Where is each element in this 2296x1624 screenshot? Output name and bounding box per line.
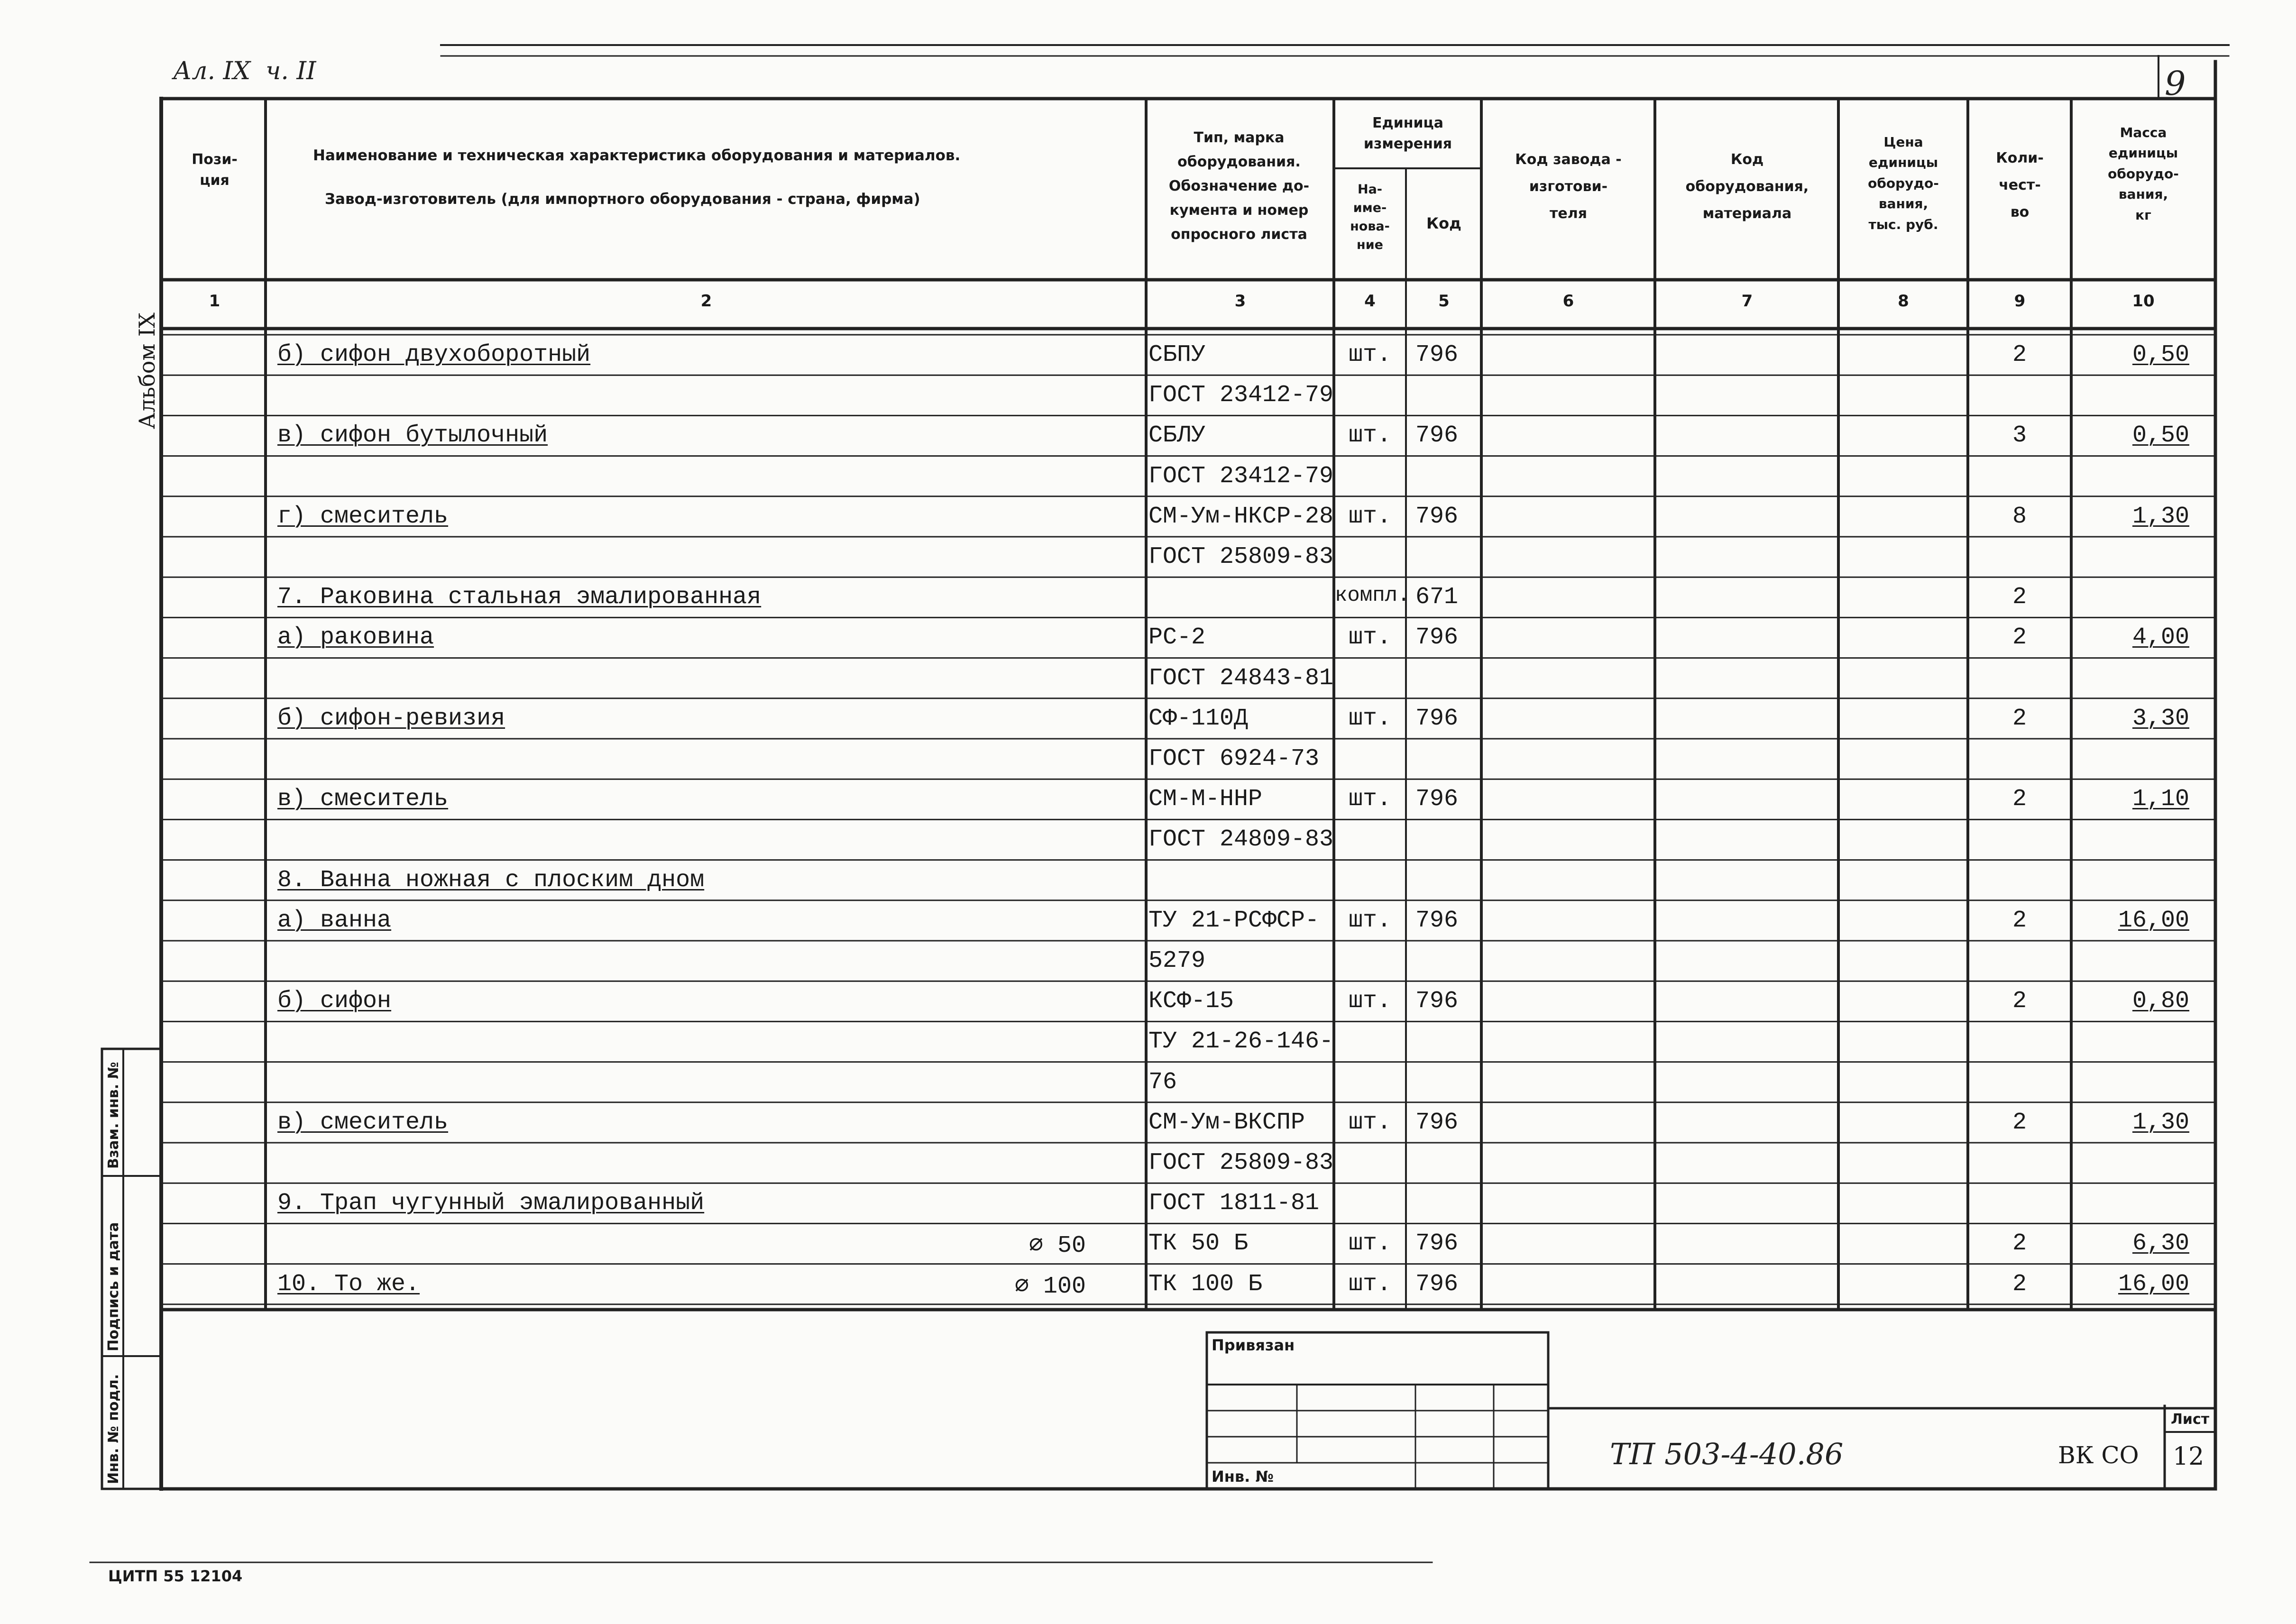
row-type-mark: РС-2 <box>1148 624 1206 651</box>
row-item-name: 7. Раковина стальная эмалированная <box>277 584 762 611</box>
row-type-mark: ГОСТ 23412-79 <box>1148 462 1334 490</box>
row-mass: 0,50 <box>2132 341 2189 368</box>
header-name-line2: Завод-изготовитель (для импортного оборудования - страна, фирма) <box>325 191 920 208</box>
header-equipment-code: Код оборудования, материала <box>1685 151 1809 222</box>
col-number-5: 5 <box>1438 292 1450 311</box>
col-number-1: 1 <box>209 292 220 311</box>
row-item-name: в) смеситель <box>277 1109 449 1136</box>
row-type-mark: СБПУ <box>1148 341 1206 368</box>
row-mass: 3,30 <box>2132 705 2189 732</box>
col-number-4: 4 <box>1364 292 1376 311</box>
row-mass: 1,30 <box>2132 503 2189 530</box>
row-unit-name: шт. <box>1348 624 1391 651</box>
row-mass: 6,30 <box>2132 1230 2189 1257</box>
row-type-mark: ТУ 21-РСФСР- <box>1148 907 1320 934</box>
row-mass: 1,10 <box>2132 786 2189 813</box>
row-unit-code: 796 <box>1415 907 1459 934</box>
row-quantity: 2 <box>2012 341 2027 368</box>
row-item-name: в) сифон бутылочный <box>277 422 548 450</box>
row-unit-code: 796 <box>1415 341 1459 368</box>
header-unit-name: На- име- нова- ние <box>1350 182 1390 253</box>
row-item-name: б) сифон двухоборотный <box>277 341 591 368</box>
row-unit-code: 796 <box>1415 988 1459 1015</box>
row-type-mark: СБЛУ <box>1148 422 1206 450</box>
row-type-mark: 5279 <box>1148 947 1206 974</box>
row-quantity: 3 <box>2012 422 2027 450</box>
header-plant-code: Код завода - изготови- теля <box>1515 151 1622 222</box>
row-unit-code: 796 <box>1415 624 1459 651</box>
header-mass: Масса единицы оборудо- вания, кг <box>2108 125 2179 223</box>
row-mass: 16,00 <box>2118 1270 2189 1298</box>
row-item-name: 9. Трап чугунный эмалированный <box>277 1190 705 1217</box>
margin-label-replace-inv: Взам. инв. № <box>105 1062 122 1169</box>
header-unit-group: Единица измерения <box>1363 115 1452 152</box>
row-unit-code: 671 <box>1415 584 1459 611</box>
row-quantity: 8 <box>2012 503 2027 530</box>
sheet-number: 12 <box>2173 1442 2204 1471</box>
row-type-mark: ГОСТ 25809-83 <box>1148 1149 1334 1176</box>
row-quantity: 2 <box>2012 705 2027 732</box>
row-type-mark: КСФ-15 <box>1148 988 1234 1015</box>
row-unit-name: шт. <box>1348 422 1391 450</box>
row-unit-name: шт. <box>1348 786 1391 813</box>
stamp-inv-label: Инв. № <box>1212 1468 1274 1486</box>
row-quantity: 2 <box>2012 584 2027 611</box>
row-type-mark: ГОСТ 24843-81 <box>1148 664 1334 692</box>
row-unit-name: шт. <box>1348 341 1391 368</box>
row-unit-name: шт. <box>1348 1270 1391 1298</box>
row-unit-code: 796 <box>1415 1109 1459 1136</box>
col-number-10: 10 <box>2132 292 2155 311</box>
row-unit-name: шт. <box>1348 503 1391 530</box>
row-item-name: а) ванна <box>277 907 392 934</box>
row-item-name: г) смеситель <box>277 503 449 530</box>
section-code: ВК СО <box>2058 1441 2139 1469</box>
row-type-mark: СМ-Ум-НКСР-28 <box>1148 503 1334 530</box>
row-unit-name: шт. <box>1348 1230 1391 1257</box>
header-quantity: Коли- чест- во <box>1996 150 2044 220</box>
row-type-mark: СМ-Ум-ВКСПР <box>1148 1109 1305 1136</box>
row-item-name: 8. Ванна ножная с плоским дном <box>277 866 705 894</box>
row-quantity: 2 <box>2012 1230 2027 1257</box>
row-unit-code: 796 <box>1415 705 1459 732</box>
margin-label-inv-orig: Инв. № подл. <box>105 1374 122 1484</box>
row-quantity: 2 <box>2012 988 2027 1015</box>
header-name-line1: Наименование и техническая характеристика оборудования и материалов. <box>313 147 961 164</box>
row-mass: 1,30 <box>2132 1109 2189 1136</box>
stamp-linked-label: Привязан <box>1212 1336 1295 1354</box>
row-type-mark: ГОСТ 24809-83 <box>1148 826 1334 853</box>
row-type-mark: СМ-М-ННР <box>1148 786 1263 813</box>
row-type-mark: 76 <box>1148 1068 1177 1096</box>
row-item-name: в) смеситель <box>277 786 449 813</box>
col-number-8: 8 <box>1898 292 1909 311</box>
print-mark: ЦИТП 55 12104 <box>108 1567 243 1585</box>
col-number-2: 2 <box>700 292 712 311</box>
row-unit-code: 796 <box>1415 1230 1459 1257</box>
row-type-mark: ГОСТ 6924-73 <box>1148 745 1320 772</box>
col-number-3: 3 <box>1234 292 1246 311</box>
row-type-mark: ТК 50 Б <box>1148 1230 1249 1257</box>
header-position: Пози- ция <box>192 151 238 189</box>
row-mass: 0,50 <box>2132 422 2189 450</box>
row-item-name: б) сифон-ревизия <box>277 705 505 732</box>
side-album-label: Альбом IX <box>134 312 160 429</box>
row-quantity: 2 <box>2012 1270 2027 1298</box>
row-unit-code: 796 <box>1415 422 1459 450</box>
row-quantity: 2 <box>2012 786 2027 813</box>
row-item-diameter: ⌀ 100 <box>1014 1273 1086 1300</box>
row-item-name: б) сифон <box>277 988 392 1015</box>
row-unit-name: шт. <box>1348 705 1391 732</box>
row-quantity: 2 <box>2012 624 2027 651</box>
col-number-7: 7 <box>1741 292 1753 311</box>
album-mark: Ал. IX <box>173 57 251 85</box>
sheet-label: Лист <box>2171 1411 2210 1428</box>
row-type-mark: ГОСТ 1811-81 <box>1148 1190 1320 1217</box>
header-price: Цена единицы оборудо- вания, тыс. руб. <box>1868 134 1939 232</box>
row-type-mark: ГОСТ 23412-79 <box>1148 382 1334 409</box>
row-type-mark: ГОСТ 25809-83 <box>1148 543 1334 570</box>
row-quantity: 2 <box>2012 907 2027 934</box>
row-item-diameter: ⌀ 50 <box>1029 1232 1086 1260</box>
row-unit-code: 796 <box>1415 1270 1459 1298</box>
row-unit-name: шт. <box>1348 988 1391 1015</box>
margin-label-signature-date: Подпись и дата <box>105 1222 122 1351</box>
document-code: ТП 503-4-40.86 <box>1610 1437 1844 1471</box>
row-unit-name: шт. <box>1348 907 1391 934</box>
row-type-mark: ТК 100 Б <box>1148 1270 1263 1298</box>
row-unit-code: 796 <box>1415 503 1459 530</box>
header-unit-code: Код <box>1426 214 1461 232</box>
col-number-6: 6 <box>1562 292 1574 311</box>
row-item-name: а) раковина <box>277 624 434 651</box>
row-quantity: 2 <box>2012 1109 2027 1136</box>
row-mass: 4,00 <box>2132 624 2189 651</box>
part-mark: ч. II <box>266 57 316 85</box>
row-unit-name: шт. <box>1348 1109 1391 1136</box>
header-type: Тип, марка оборудования. Обозначение до- кумента и номер опросного листа <box>1168 129 1310 243</box>
row-unit-code: 796 <box>1415 786 1459 813</box>
row-type-mark: ТУ 21-26-146- <box>1148 1028 1334 1055</box>
row-item-name: 10. То же. <box>277 1270 420 1298</box>
row-mass: 16,00 <box>2118 907 2189 934</box>
row-type-mark: СФ-110Д <box>1148 705 1249 732</box>
row-unit-name: компл. <box>1335 584 1410 608</box>
col-number-9: 9 <box>2014 292 2026 311</box>
row-mass: 0,80 <box>2132 988 2189 1015</box>
page-corner-number: 9 <box>2165 64 2186 103</box>
